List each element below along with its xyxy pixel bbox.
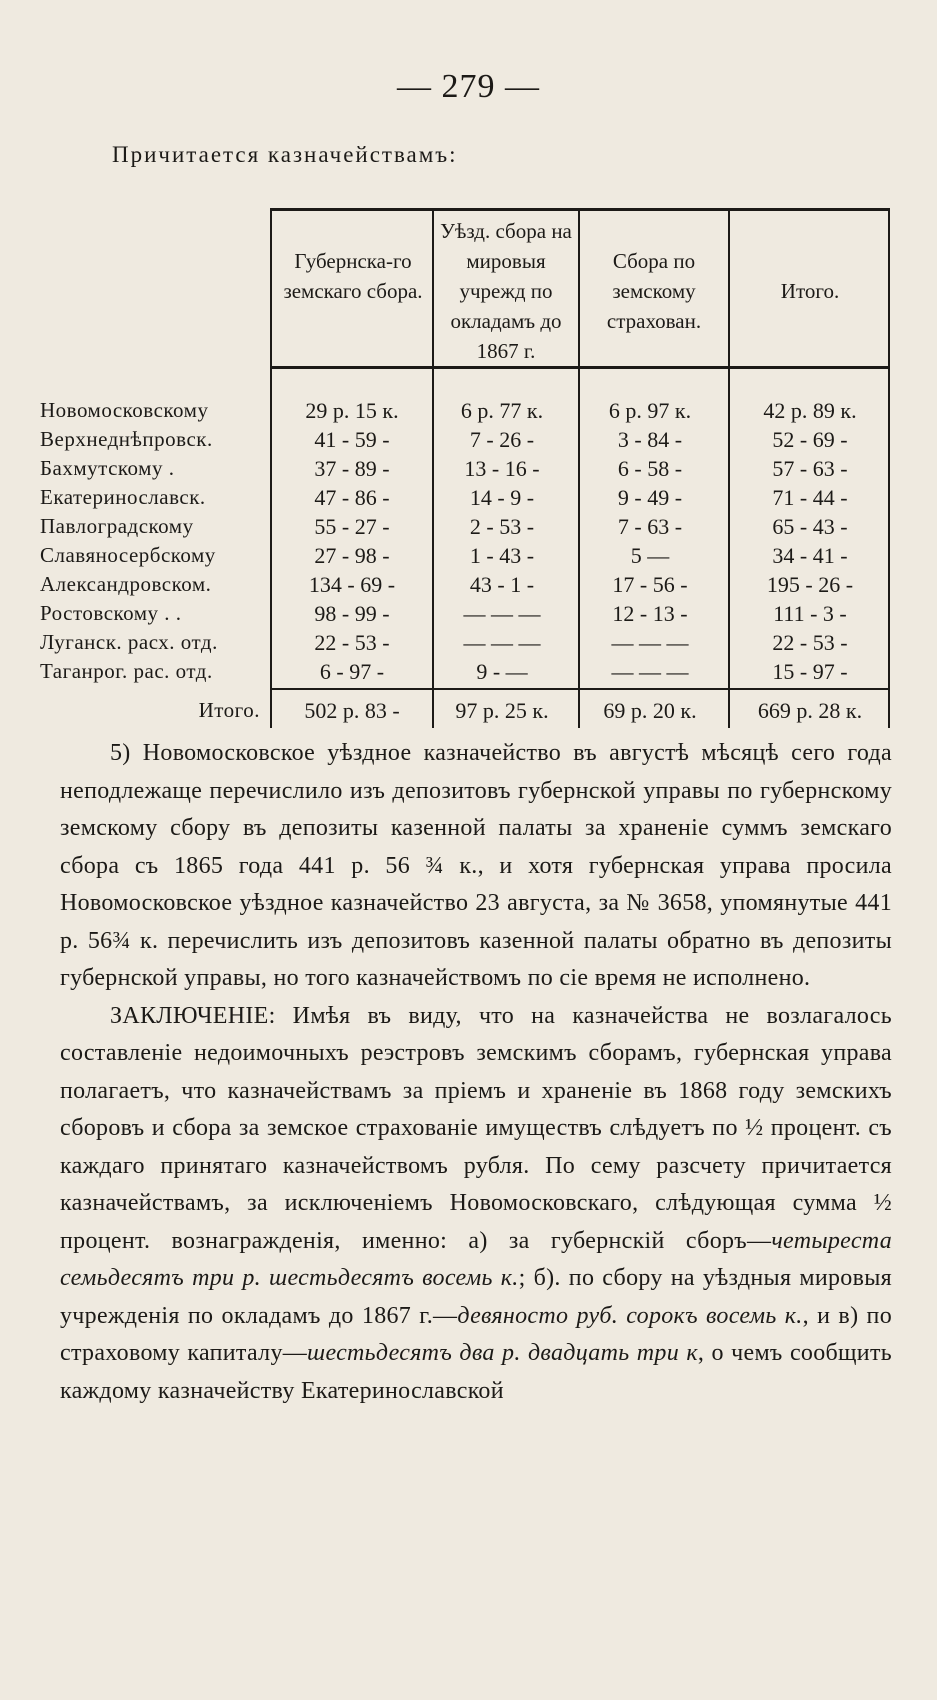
- cell-uezd: 1 - 43 -: [469, 543, 535, 568]
- total-uezd: 97 р. 25 к.: [455, 698, 549, 723]
- conclusion-text-4: , о чемъ сообщить каждому казначейству Екатеринославской: [60, 1340, 892, 1404]
- total-label: Итого.: [198, 698, 260, 722]
- cell-total: 65 - 43 -: [772, 514, 848, 539]
- cell-total: 57 - 63 -: [772, 456, 848, 481]
- cell-gubernsky: 134 - 69 -: [308, 572, 396, 597]
- column-header-1: Губернска-го земскаго сбора.: [283, 249, 423, 303]
- cell-gubernsky: 6 - 97 -: [319, 659, 385, 684]
- conclusion-text-3: , и в) по страховому капиталу—: [60, 1302, 892, 1366]
- cell-uezd: 14 - 9 -: [469, 485, 535, 510]
- cell-total: 42 р. 89 к.: [763, 398, 857, 423]
- cell-gubernsky: 98 - 99 -: [314, 601, 390, 626]
- row-name: Ростовскому . .: [40, 601, 182, 625]
- row-name: Верхнеднѣпровск.: [40, 427, 213, 451]
- cell-total: 195 - 26 -: [766, 572, 854, 597]
- table-row: [40, 485, 890, 515]
- cell-insurance: 6 р. 97 к.: [608, 398, 692, 423]
- table-row: [40, 456, 890, 486]
- cell-uezd: — — —: [463, 630, 541, 655]
- cell-gubernsky: 41 - 59 -: [314, 427, 390, 452]
- cell-uezd: 43 - 1 -: [469, 572, 535, 597]
- cell-total: 22 - 53 -: [772, 630, 848, 655]
- cell-total: 71 - 44 -: [772, 485, 848, 510]
- table-top-rule: [272, 208, 890, 211]
- cell-gubernsky: 55 - 27 -: [314, 514, 390, 539]
- cell-insurance: 3 - 84 -: [617, 427, 683, 452]
- cell-insurance: 6 - 58 -: [617, 456, 683, 481]
- cell-insurance: 17 - 56 -: [612, 572, 688, 597]
- table-row: [40, 514, 890, 544]
- row-name: Славяносербскому: [40, 543, 216, 567]
- cell-uezd: — — —: [463, 601, 541, 626]
- row-name: Таганрог. рас. отд.: [40, 659, 213, 683]
- column-header-2: Уѣзд. сбора на мировыя учрежд по окладамъ до 1867 г.: [440, 219, 572, 363]
- cell-gubernsky: 29 р. 15 к.: [305, 398, 399, 423]
- total-gubernsky: 502 р. 83 -: [304, 698, 400, 723]
- cell-uezd: 9 - —: [476, 659, 528, 684]
- table-row: [40, 398, 890, 428]
- conclusion-italic-3: шестьдесятъ два р. двадцать три к: [307, 1340, 698, 1366]
- table-row: [40, 601, 890, 631]
- cell-total: 34 - 41 -: [772, 543, 848, 568]
- total-grand: 669 р. 28 к.: [757, 698, 863, 723]
- row-name: Новомосковскому: [40, 398, 209, 422]
- column-header-4: Итого.: [780, 279, 840, 303]
- cell-insurance: 7 - 63 -: [617, 514, 683, 539]
- conclusion-italic-2: девяносто руб. сорокъ восемь к.: [457, 1302, 803, 1329]
- cell-uezd: 7 - 26 -: [469, 427, 535, 452]
- table-row: [40, 543, 890, 573]
- text-body: [60, 735, 892, 1410]
- table-row: [40, 427, 890, 457]
- section-heading: Причитается казначействамъ:: [112, 142, 458, 167]
- table-row: [40, 630, 890, 660]
- cell-gubernsky: 47 - 86 -: [314, 485, 390, 510]
- conclusion-italic-1: четыреста семьдесятъ три р. шестьдесятъ восемь к.: [60, 1227, 892, 1291]
- cell-uezd: 6 р. 77 к.: [460, 398, 544, 423]
- cell-gubernsky: 37 - 89 -: [314, 456, 390, 481]
- cell-gubernsky: 27 - 98 -: [314, 543, 390, 568]
- total-insurance: 69 р. 20 к.: [603, 698, 697, 723]
- row-name: Павлоградскому: [40, 514, 194, 538]
- row-name: Екатеринославск.: [40, 485, 206, 509]
- cell-uezd: 13 - 16 -: [464, 456, 540, 481]
- paragraph-item-5: 5) Новомосковское уѣздное казначейство въ августѣ мѣсяцѣ сего года неподлежаще перечислило изъ депозитовъ губернской управы по губернскому земскому сбору въ депозиты казенной палаты за храненіе суммъ земскаго сбора съ 1865 года 441 р. 56 ¾ к., и хотя губернская управа просила Новомосковское уѣздное казначейство 23 августа, за № 3658, упомянутые 441 р. 56¾ к. перечислить изъ депозитовъ казенной палаты обратно въ депозиты губернской управы, но того казначействомъ по сіе время не исполнено.: [60, 740, 892, 991]
- column-header-3: Сбора по земскому страхован.: [606, 249, 702, 333]
- cell-gubernsky: 22 - 53 -: [314, 630, 390, 655]
- row-name: Бахмутскому .: [40, 456, 175, 480]
- table-header-rule: [272, 366, 890, 369]
- cell-total: 52 - 69 -: [772, 427, 848, 452]
- row-name: Александровском.: [40, 572, 212, 596]
- table-row: [40, 572, 890, 602]
- cell-total: 15 - 97 -: [772, 659, 848, 684]
- paragraph-conclusion: [60, 998, 892, 1411]
- cell-insurance: — — —: [611, 630, 689, 655]
- cell-total: 111 - 3 -: [773, 601, 847, 626]
- page-number: — 279 —: [397, 68, 540, 105]
- table-row: [40, 659, 890, 689]
- row-name: Луганск. расх. отд.: [40, 630, 218, 654]
- cell-insurance: 9 - 49 -: [617, 485, 683, 510]
- conclusion-text-2: ; б). по сбору на уѣздныя мировыя учрежденія по окладамъ до 1867 г.—: [60, 1265, 892, 1329]
- conclusion-text-1: ЗАКЛЮЧЕНІЕ: Имѣя въ виду, что на казначейства не возлагалось составленіе недоимочныхъ реэстровъ земскимъ сборамъ, губернская управа полагаетъ, что казначействамъ за пріемъ и храненіе въ 1868 году земскихъ сборовъ и сбора за земское страхованіе имуществъ слѣдуетъ по ½ процент. съ каждаго принятаго казначействомъ рубля. По сему разсчету причитается казначействамъ, за исключеніемъ Новомосковскаго, слѣдующая сумма ½ процент. вознагражденія, именно: а) за губернскій сборъ—: [60, 1002, 892, 1254]
- cell-insurance: 12 - 13 -: [612, 601, 688, 626]
- table-total-row: [40, 698, 890, 728]
- cell-insurance: — — —: [611, 659, 689, 684]
- cell-insurance: 5 —: [630, 543, 670, 568]
- cell-uezd: 2 - 53 -: [469, 514, 535, 539]
